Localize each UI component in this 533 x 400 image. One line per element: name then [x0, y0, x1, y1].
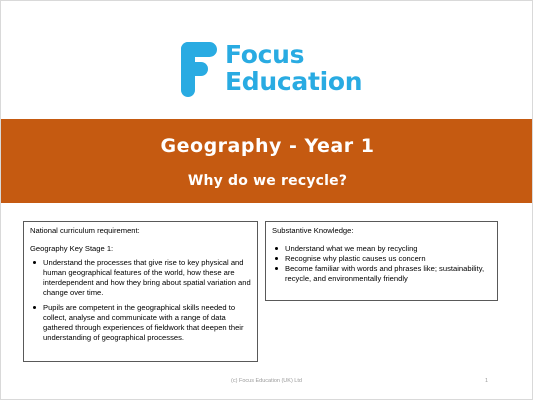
- curriculum-item: Understand the processes that give rise to key physical and human geographical features of the world, how these are interdependent and how they bring about spatial variation and change over time.: [43, 258, 251, 297]
- curriculum-heading: National curriculum requirement:: [30, 226, 140, 235]
- curriculum-subheading: Geography Key Stage 1:: [30, 244, 114, 253]
- focus-education-f-logo-icon: [181, 41, 217, 97]
- knowledge-list: [272, 244, 491, 284]
- footer-copyright: (c) Focus Education (UK) Ltd: [231, 378, 302, 384]
- logo-text-line1: Focus: [225, 40, 305, 69]
- substantive-knowledge-box: [265, 221, 498, 301]
- knowledge-heading: Substantive Knowledge:: [272, 226, 354, 235]
- curriculum-requirement-box: [23, 221, 258, 362]
- logo-text-line2: Education: [225, 67, 363, 96]
- focus-education-logo: [181, 40, 363, 97]
- curriculum-list: [30, 258, 251, 343]
- knowledge-item: Become familiar with words and phrases like; sustainability, recycle, and environmentally friendly: [285, 264, 491, 284]
- slide-title: Geography - Year 1: [160, 135, 375, 157]
- curriculum-item: Pupils are competent in the geographical skills needed to collect, analyse and communicate with a range of data gathered through experiences of fieldwork that deepen their understanding of geographical processes.: [43, 303, 251, 343]
- page-number: 1: [484, 378, 488, 384]
- knowledge-item: Understand what we mean by recycling: [285, 244, 491, 254]
- slide-subtitle: Why do we recycle?: [187, 173, 348, 189]
- knowledge-item: Recognise why plastic causes us concern: [285, 254, 491, 264]
- title-banner: [1, 119, 533, 203]
